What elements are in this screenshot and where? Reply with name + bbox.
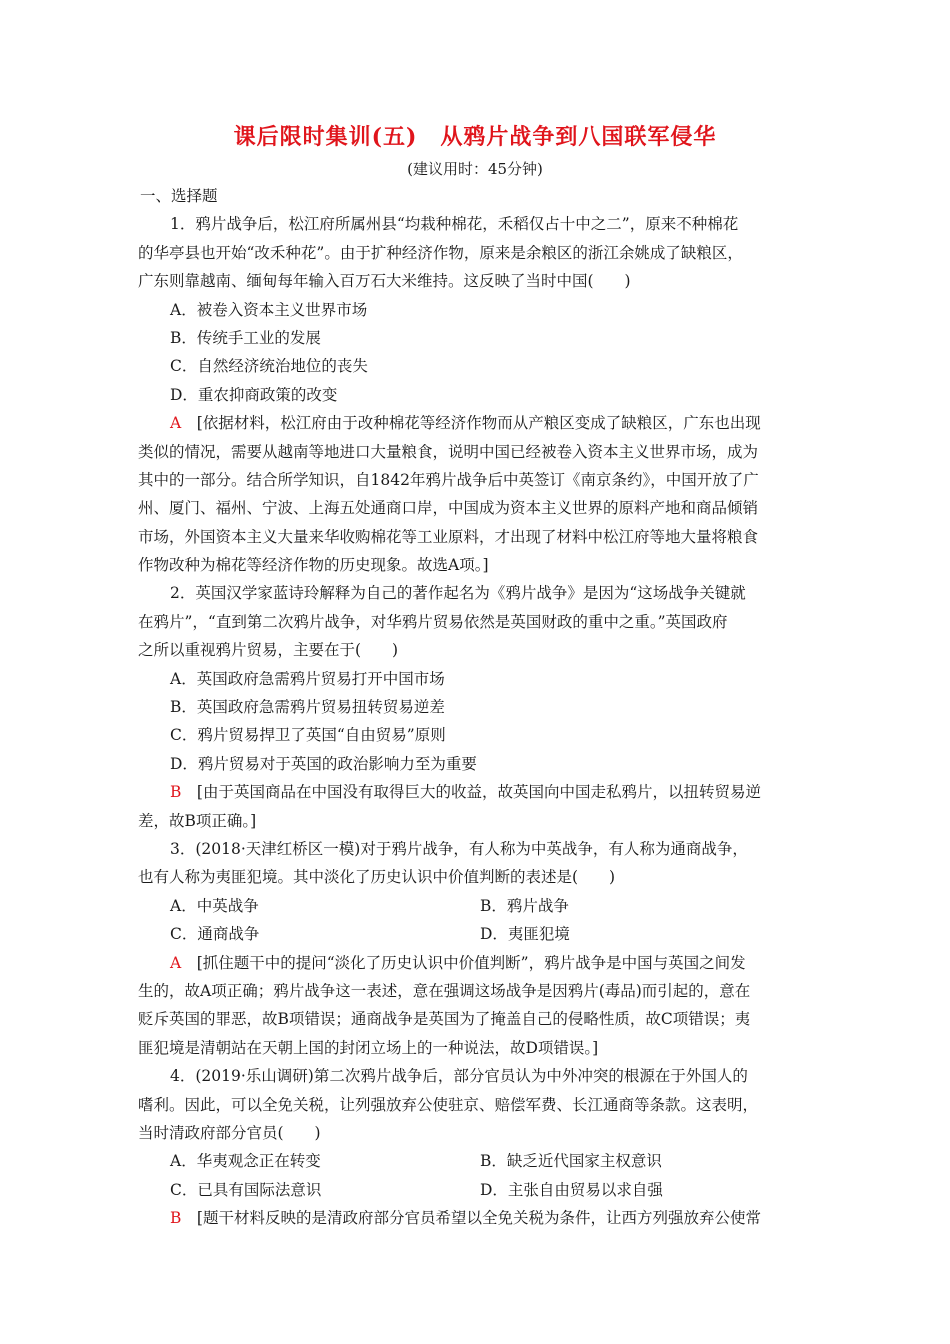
answer-explanation: 作物改种为棉花等经济作物的历史现象。故选A项。] xyxy=(138,556,489,575)
option-d: D．夷匪犯境 xyxy=(480,925,570,944)
document-body xyxy=(138,182,814,1232)
question-text: 也有人称为夷匪犯境。其中淡化了历史认识中价值判断的表述是( ) xyxy=(138,868,616,887)
question-text: 广东则靠越南、缅甸每年输入百万石大米维持。这反映了当时中国( ) xyxy=(138,272,631,291)
option-a: A．英国政府急需鸦片贸易打开中国市场 xyxy=(170,669,445,688)
answer-explanation: 市场，外国资本主义大量来华收购棉花等工业原料，才出现了材料中松江府等地大量将粮食 xyxy=(138,527,759,546)
answer-letter: A xyxy=(170,953,182,972)
answer-explanation: 生的，故A项正确；鸦片战争这一表述，意在强调这场战争是因鸦片(毒品)而引起的，意在 xyxy=(138,981,751,1000)
question-text: 当时清政府部分官员( ) xyxy=(138,1123,321,1142)
answer-explanation: A [依据材料，松江府由于改种棉花等经济作物而从产粮区变成了缺粮区，广东也出现 xyxy=(170,414,761,433)
question-text: 嗜利。因此，可以全免关税，让列强放弃公使驻京、赔偿军费、长江通商等条款。这表明， xyxy=(138,1095,759,1114)
option-d: D．鸦片贸易对于英国的政治影响力至为重要 xyxy=(170,754,477,773)
question-4 xyxy=(138,1062,814,1232)
question-text: 3．(2018·天津红桥区一模)对于鸦片战争，有人称为中英战争，有人称为通商战争， xyxy=(170,839,748,858)
option-c: C．自然经济统治地位的丧失 xyxy=(170,357,368,376)
option-b: B．英国政府急需鸦片贸易扭转贸易逆差 xyxy=(170,698,445,717)
option-a: A．中英战争 xyxy=(170,896,259,915)
answer-letter: B xyxy=(170,783,182,802)
option-a: A．被卷入资本主义世界市场 xyxy=(170,300,368,319)
answer-explanation: B [由于英国商品在中国没有取得巨大的收益，故英国向中国走私鸦片，以扭转贸易逆 xyxy=(170,783,761,802)
question-text: 4．(2019·乐山调研)第二次鸦片战争后，部分官员认为中外冲突的根源在于外国人的 xyxy=(170,1067,748,1086)
page-title: 课后限时集训(五) 从鸦片战争到八国联军侵华 xyxy=(233,124,717,150)
answer-explanation: 州、厦门、福州、宁波、上海五处通商口岸，中国成为资本主义世界的原料产地和商品倾销 xyxy=(138,499,759,518)
answer-explanation: A [抓住题干中的提问“淡化了历史认识中价值判断”，鸦片战争是中国与英国之间发 xyxy=(170,953,746,972)
option-d: D．主张自由贸易以求自强 xyxy=(480,1180,663,1199)
section-heading: 一、选择题 xyxy=(140,187,218,205)
option-c: C．通商战争 xyxy=(170,925,260,944)
question-1 xyxy=(138,210,814,579)
option-row xyxy=(138,920,814,948)
answer-letter: B xyxy=(170,1209,182,1228)
option-d: D．重农抑商政策的改变 xyxy=(170,385,338,404)
answer-explanation: 其中的一部分。结合所学知识，自1842年鸦片战争后中英签订《南京条约》，中国开放了广 xyxy=(138,470,759,489)
option-c: C．已具有国际法意识 xyxy=(170,1180,322,1199)
question-text: 之所以重视鸦片贸易，主要在于( ) xyxy=(138,641,399,660)
question-text: 1．鸦片战争后，松江府所属州县“均栽种棉花，禾稻仅占十中之二”，原来不种棉花 xyxy=(170,215,739,234)
question-2 xyxy=(138,579,814,835)
option-b: B．鸦片战争 xyxy=(480,896,569,915)
answer-explanation: 差，故B项正确。] xyxy=(138,811,257,830)
page-subtitle: (建议用时：45分钟) xyxy=(407,160,543,178)
option-b: B．缺乏近代国家主权意识 xyxy=(480,1152,662,1171)
option-a: A．华夷观念正在转变 xyxy=(170,1152,321,1171)
question-3 xyxy=(138,835,814,1062)
question-text: 的华亭县也开始“改禾种花”。由于扩种经济作物，原来是余粮区的浙江余姚成了缺粮区， xyxy=(138,243,743,262)
option-b: B．传统手工业的发展 xyxy=(170,328,321,347)
answer-explanation: 贬斥英国的罪恶，故B项错误；通商战争是英国为了掩盖自己的侵略性质，故C项错误；夷 xyxy=(138,1010,751,1029)
question-text: 2．英国汉学家蓝诗玲解释为自己的著作起名为《鸦片战争》是因为“这场战争关键就 xyxy=(170,584,746,603)
answer-explanation: 类似的情况，需要从越南等地进口大量粮食，说明中国已经被卷入资本主义世界市场，成为 xyxy=(138,442,759,461)
option-row xyxy=(138,892,814,920)
question-text: 在鸦片”，“直到第二次鸦片战争，对华鸦片贸易依然是英国财政的重中之重。”英国政府 xyxy=(138,612,728,631)
option-row xyxy=(138,1176,814,1204)
answer-explanation: B [题干材料反映的是清政府部分官员希望以全免关税为条件，让西方列强放弃公使常 xyxy=(170,1209,761,1228)
option-row xyxy=(138,1147,814,1175)
answer-explanation: 匪犯境是清朝站在天朝上国的封闭立场上的一种说法，故D项错误。] xyxy=(138,1038,599,1057)
answer-letter: A xyxy=(170,414,182,433)
option-c: C．鸦片贸易捍卫了英国“自由贸易”原则 xyxy=(170,726,446,745)
